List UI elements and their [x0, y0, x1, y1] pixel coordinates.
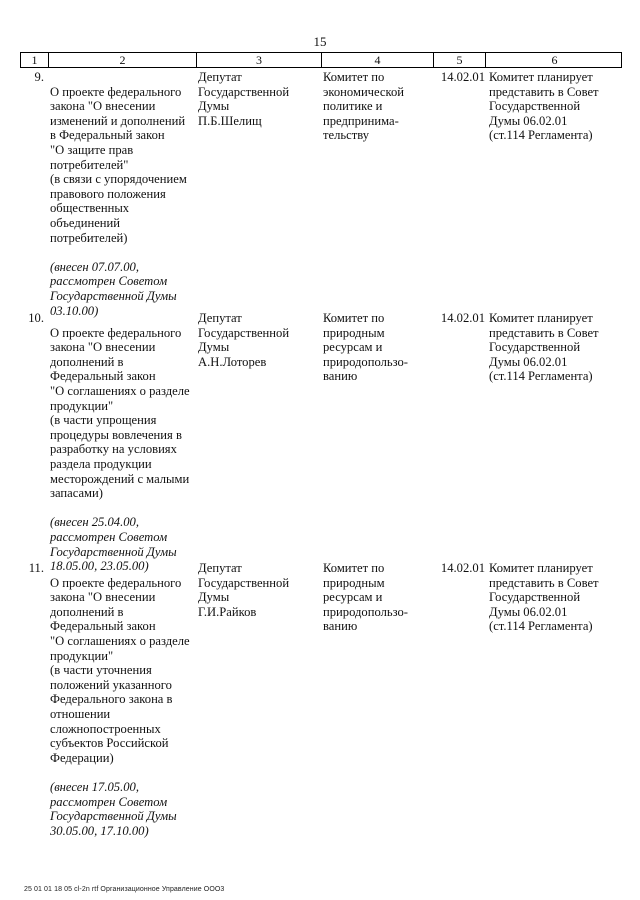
committee-cell: Комитет по экономической политике и предпринима- тельству: [323, 70, 405, 143]
bill-title: О проекте федерального закона "О внесении дополнений в Федеральный закон "О соглашениях о разделе продукции" (в части уточнения положений указанного Федерального закона в отношении сложнопостроенных субъектов Российской Федерации): [50, 575, 190, 765]
table-header: [20, 52, 622, 68]
plan-cell: Комитет планирует представить в Совет Государственной Думы 06.02.01 (ст.114 Регламента): [489, 70, 599, 143]
row-number: 9.: [34, 70, 44, 84]
header-col-3: 3: [197, 53, 322, 67]
header-col-2: 2: [49, 53, 197, 67]
committee-cell: Комитет по природным ресурсам и природопользо- ванию: [323, 561, 409, 634]
table-row: [20, 311, 622, 588]
bill-note: (внесен 07.07.00, рассмотрен Советом Государственной Думы 03.10.00): [50, 259, 177, 318]
table-row: [20, 561, 622, 853]
bill-note: (внесен 25.04.00, рассмотрен Советом Государственной Думы 18.05.00, 23.05.00): [50, 515, 177, 574]
author-cell: Депутат Государственной Думы Г.И.Райков: [198, 561, 290, 619]
row-number: 10.: [28, 311, 44, 325]
author-cell: Депутат Государственной Думы П.Б.Шелищ: [198, 70, 290, 128]
header-col-1: 1: [21, 53, 49, 67]
date-cell: 14.02.01: [440, 311, 485, 325]
committee-cell: Комитет по природным ресурсам и природопользо- ванию: [323, 311, 409, 384]
bill-note: (внесен 17.05.00, рассмотрен Советом Государственной Думы 30.05.00, 17.10.00): [50, 779, 177, 838]
row-number: 11.: [28, 561, 44, 575]
plan-cell: Комитет планирует представить в Совет Государственной Думы 06.02.01 (ст.114 Регламента): [489, 311, 599, 384]
file-footer: 25 01 01 18 05 cl-2n rtf Организационное Управление ООО3: [24, 886, 225, 893]
date-cell: 14.02.01: [440, 70, 485, 84]
header-col-6: 6: [551, 53, 558, 67]
header-col-4: 4: [322, 53, 434, 67]
bill-cell: [48, 311, 196, 588]
table-row: [20, 70, 622, 333]
header-col-5: 5: [434, 53, 486, 67]
plan-cell: Комитет планирует представить в Совет Государственной Думы 06.02.01 (ст.114 Регламента): [489, 561, 599, 634]
bill-title: О проекте федерального закона "О внесении дополнений в Федеральный закон "О соглашениях о разделе продукции" (в части упрощения процедуры вовлечения в разработку на условиях раздела продукции месторождений с малыми запасами): [50, 325, 190, 501]
agenda-table: [20, 52, 622, 68]
page-number: 15: [313, 34, 327, 49]
bill-cell: [48, 70, 196, 333]
author-cell: Депутат Государственной Думы А.Н.Лоторев: [198, 311, 290, 369]
bill-title: О проекте федерального закона "О внесении изменений и дополнений в Федеральный закон "О защите прав потребителей" (в связи с упорядочением правового положения общественных объединений потребителей): [50, 84, 187, 245]
bill-cell: [48, 561, 196, 853]
date-cell: 14.02.01: [440, 561, 485, 575]
